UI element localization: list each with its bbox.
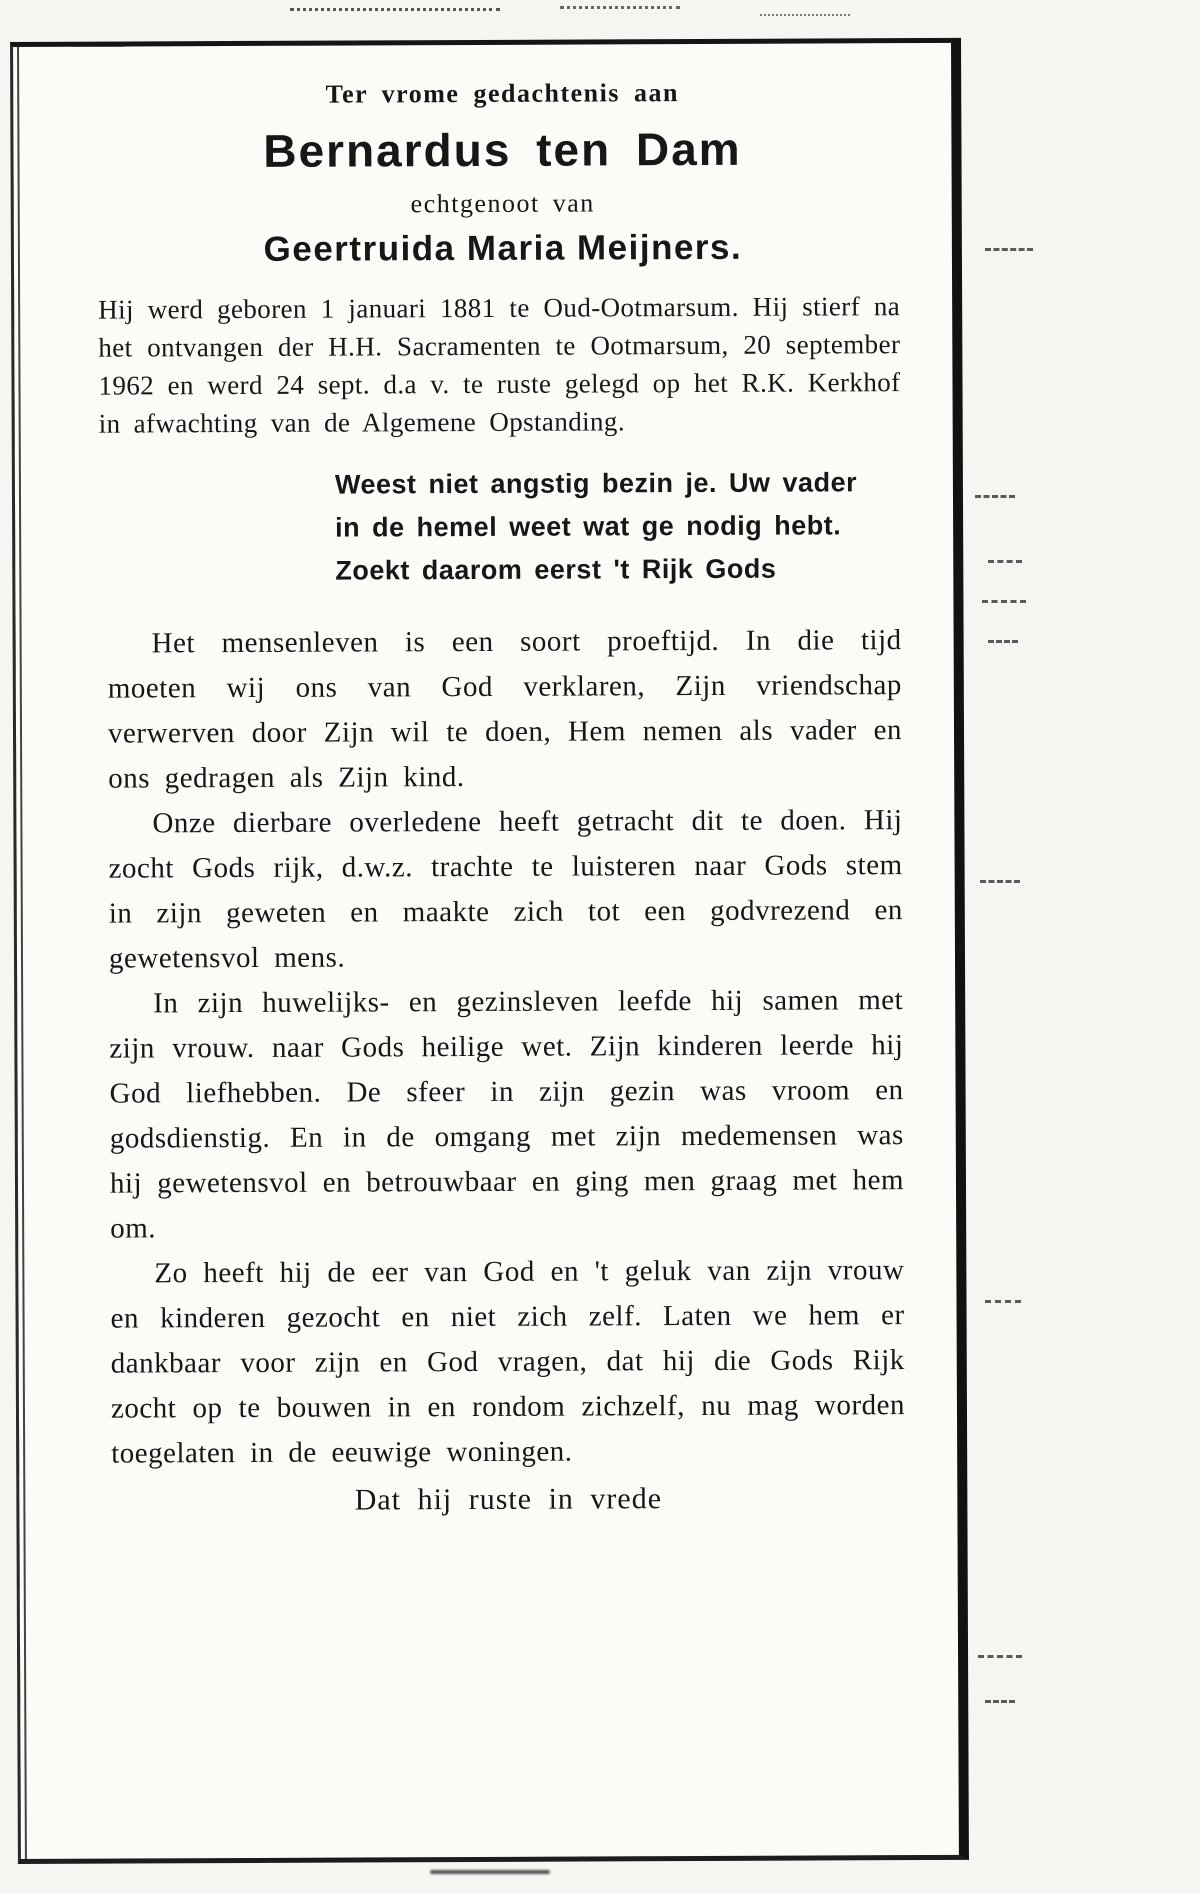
memorial-card-content [13,43,959,1859]
scan-artifact [978,1655,1022,1658]
quote-line-3: Zoekt daarom eerst 't Rijk Gods [335,553,777,586]
scan-artifact [985,1700,1015,1703]
scan-artifact [988,560,1022,563]
relation-line: echtgenoot van [410,188,595,219]
scan-artifact [988,640,1018,643]
biography-paragraph: Hij werd geboren 1 januari 1881 te Oud-Ootmarsum. Hij stierf na het ontvangen der H.H. Sacramenten te Ootmarsum, 20 september 1962 en werd 24 sept. d.a v. te ruste gelegd op het R.K. Kerkhof in afwachting van de Algemene Opstanding. [98,291,901,439]
deceased-name: Bernardus ten Dam [263,122,742,177]
eulogy-paragraph-3: In zijn huwelijks- en gezinsleven leefde hij samen met zijn vrouw. naar Gods heilige wet. Zijn kinderen leerde hij God liefhebben. De sfeer in zijn gezin was vroom en godsdienstig. En in de omgang met zijn medemensen was hij gewetensvol en betrouwbaar en ging men graag met hem om. [109,984,905,1245]
scan-artifact [760,14,850,16]
quote-line-2: in de hemel weet wat ge nodig hebt. [335,510,842,543]
eulogy-paragraph-1: Het mensenleven is een soort proeftijd. In die tijd moeten wij ons van God verklaren, Zijn vriendschap verwerven door Zijn wil te doen, Hem nemen als vader en ons gedragen als Zijn kind. [107,624,903,795]
quote-line-1: Weest niet angstig bezin je. Uw vader [334,467,858,500]
eulogy-text [108,618,906,1476]
scripture-quote [335,461,902,592]
scan-artifact [982,600,1026,603]
intro-line: Ter vrome gedachtenis aan [325,78,679,109]
scan-artifact [985,248,1033,251]
scan-artifact [985,1300,1021,1303]
memorial-card [10,38,969,1864]
scan-artifact [975,495,1015,498]
closing-line: Dat hij ruste in vrede [354,1482,663,1517]
eulogy-paragraph-2: Onze dierbare overledene heeft getracht dit te doen. Hij zocht Gods rijk, d.w.z. trachte te luisteren naar Gods stem in zijn geweten en maakte zich tot een godvrezend en gewetensvol mens. [108,804,903,975]
scan-artifact [560,6,680,9]
spouse-name: Geertruida Maria Meijners. [263,227,743,269]
scan-artifact [430,1870,550,1874]
scan-artifact [290,8,500,11]
scan-artifact [980,880,1020,883]
eulogy-paragraph-4: Zo heeft hij de eer van God en 't geluk van zijn vrouw en kinderen gezocht en niet zich zelf. Laten we hem er dankbaar voor zijn en God vragen, dat hij die Gods Rijk zocht op te bouwen in en rondom zichzelf, nu mag worden toegelaten in de eeuwige woningen. [110,1254,906,1470]
